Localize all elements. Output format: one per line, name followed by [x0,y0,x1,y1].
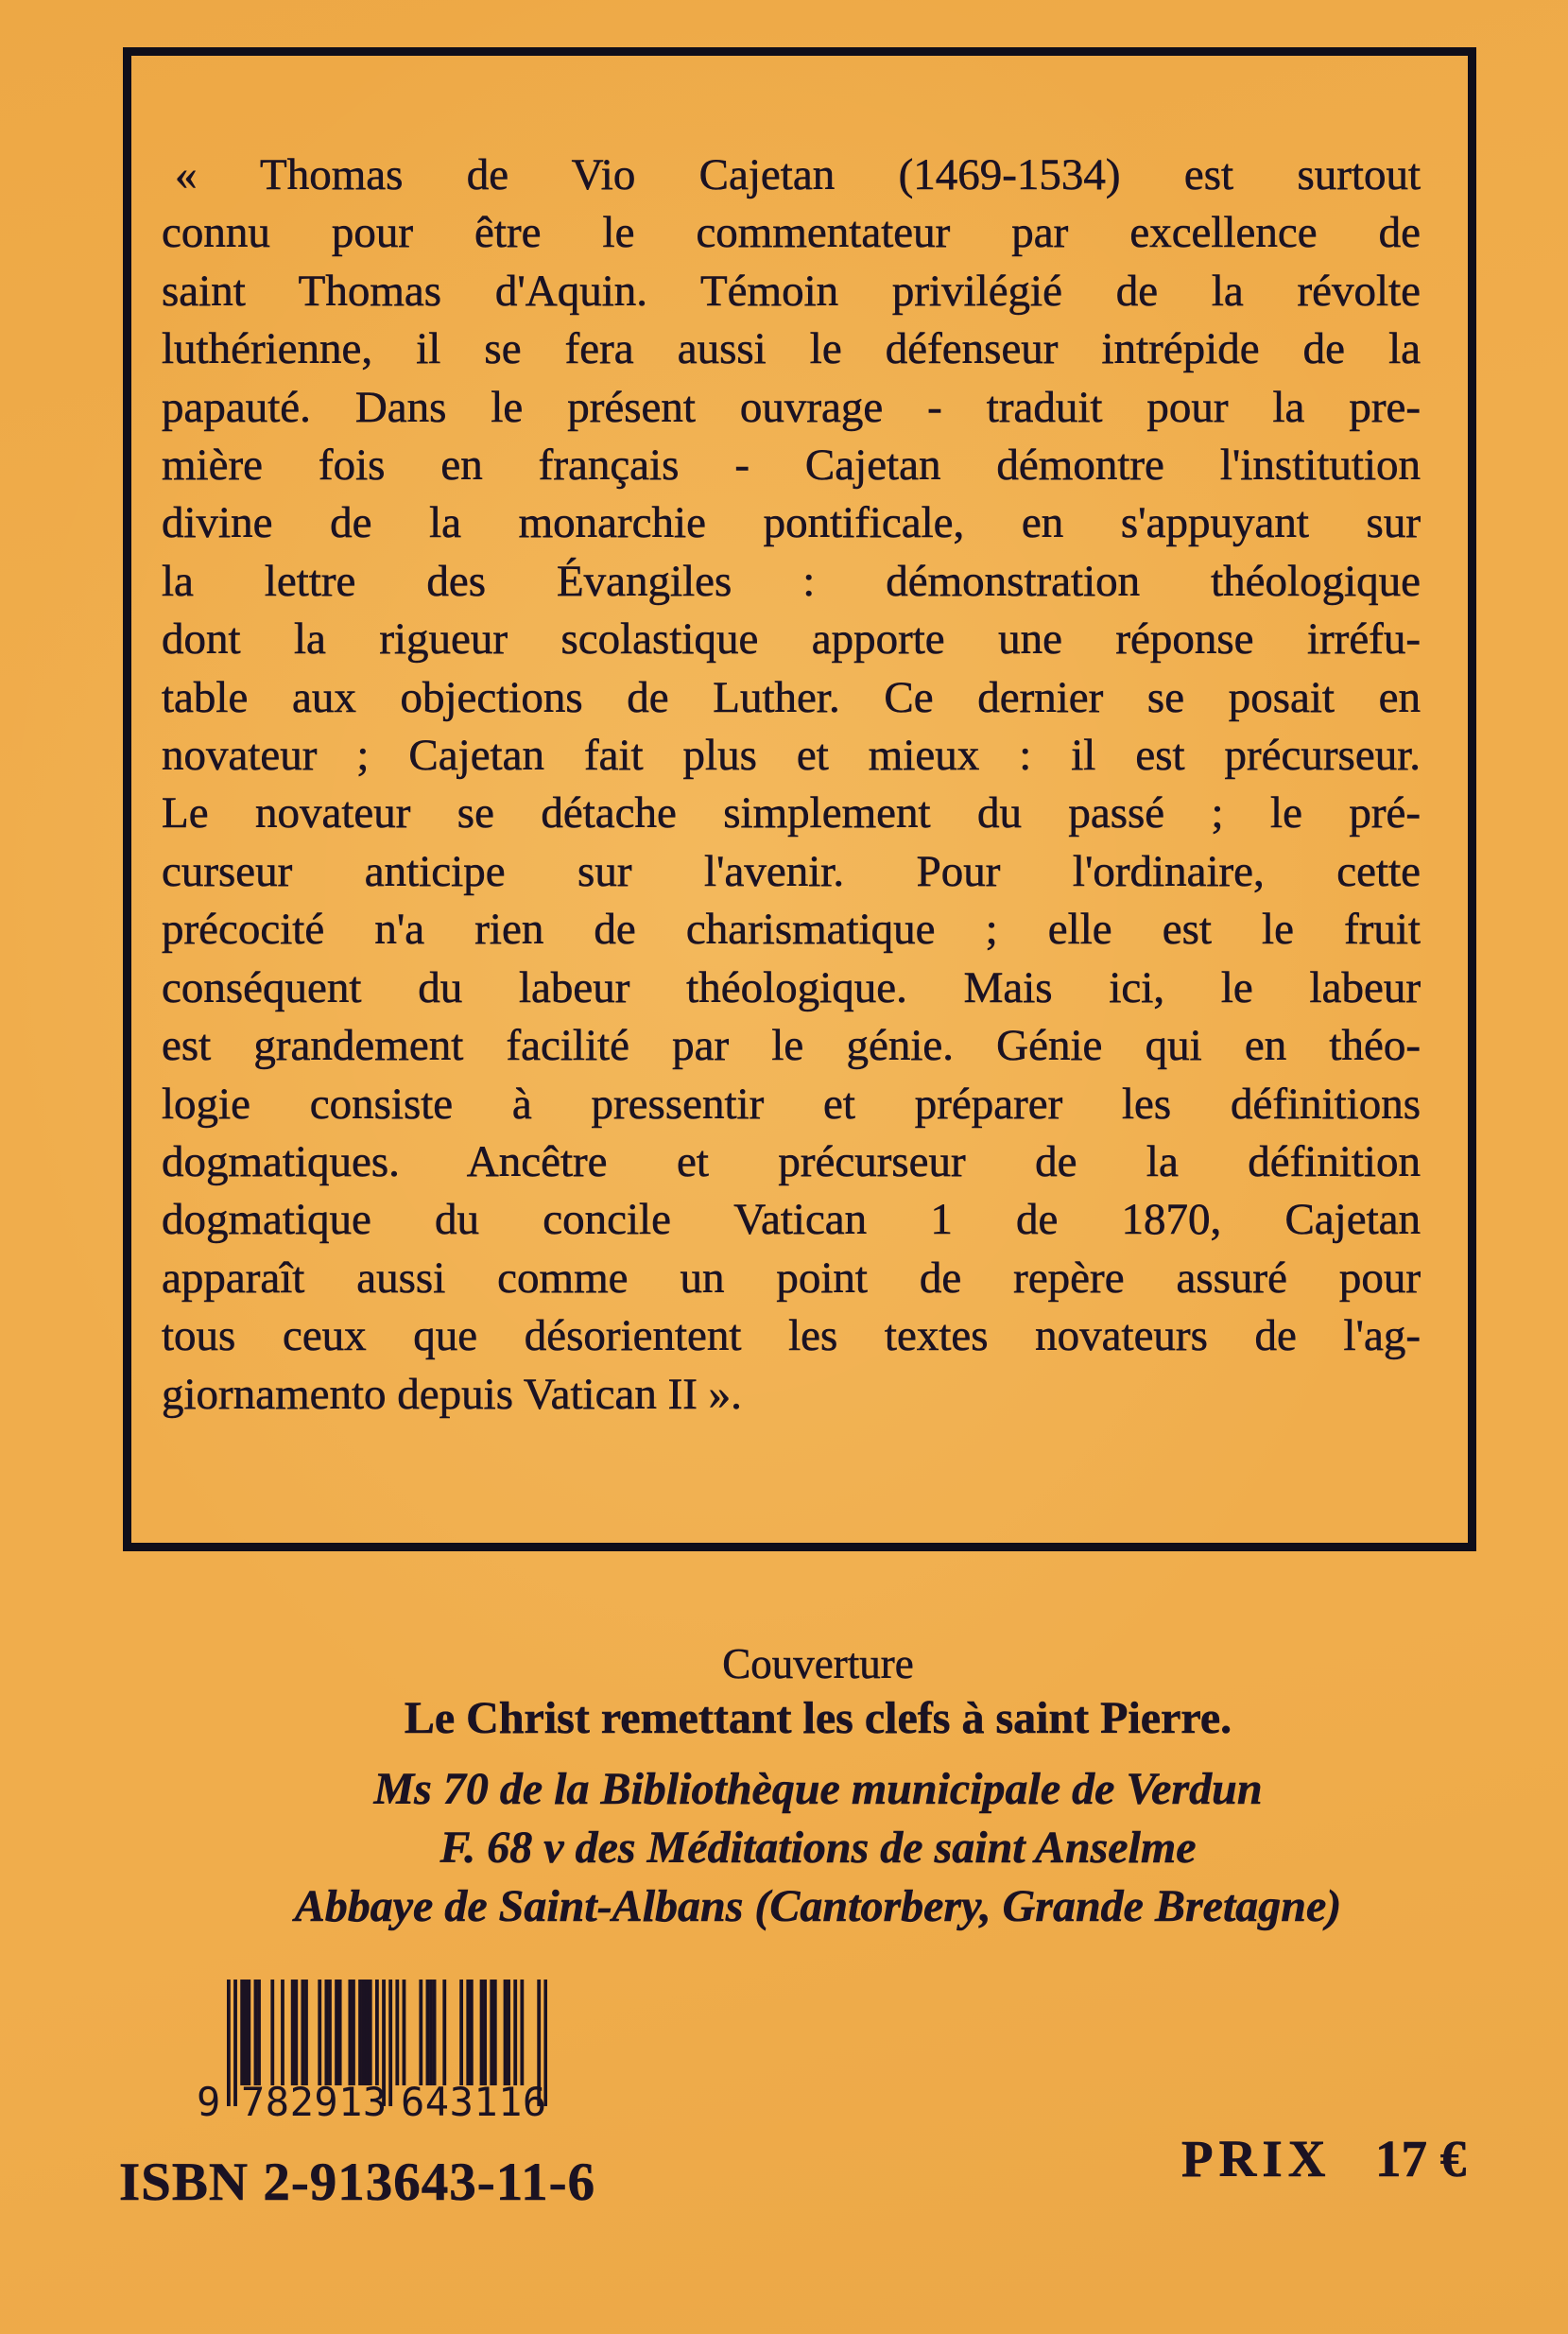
cover-credits [34,1760,1568,1936]
price-label: PRIX [1181,2130,1332,2187]
barcode-digits-left: 782913 [241,2079,388,2125]
credit-line: Ms 70 de la Bibliothèque municipale de Verdun [373,1764,1263,1814]
blurb-line: « Thomas de Vio Cajetan (1469-1534) est surtout [175,150,1421,199]
blurb-line: logie consiste à pressentir et préparer les définitions [162,1079,1421,1129]
blurb-line: conséquent du labeur théologique. Mais ici, le labeur [162,962,1421,1012]
barcode-digits-right: 643116 [401,2079,547,2125]
blurb-line: divine de la monarchie pontificale, en s'appuyant sur [162,498,1421,548]
blurb-line: est grandement facilité par le génie. Génie qui en théo- [162,1021,1421,1071]
blurb-line: novateur ; Cajetan fait plus et mieux : il est précurseur. [162,731,1421,781]
blurb-line: dogmatiques. Ancêtre et précurseur de la définition [162,1136,1421,1186]
cover-caption-heading: Couverture [722,1640,914,1687]
blurb-line: apparaît aussi comme un point de repère assuré pour [162,1253,1421,1303]
blurb-border-box [123,47,1476,1551]
blurb-line: luthérienne, il se fera aussi le défenseur intrépide de la [162,324,1421,374]
ean13-barcode [197,1980,548,2140]
blurb-paragraph [162,147,1421,1424]
blurb-line: curseur anticipe sur l'avenir. Pour l'ordinaire, cette [162,846,1421,896]
blurb-line: saint Thomas d'Aquin. Témoin privilégié de la révolte [162,266,1421,316]
cover-caption-title: Le Christ remettant les clefs à saint Pierre. [404,1693,1232,1743]
credit-line: F. 68 v des Méditations de saint Anselme [439,1823,1197,1873]
blurb-line: table aux objections de Luther. Ce dernier se posait en [162,672,1421,722]
blurb-line: mière fois en français - Cajetan démontre l'institution [162,441,1421,491]
blurb-line: connu pour être le commentateur par excellence de [162,208,1421,258]
blurb-line: tous ceux que désorientent les textes novateurs de l'ag- [162,1311,1421,1361]
credit-line: Abbaye de Saint-Albans (Cantorbery, Grande Bretagne) [294,1881,1342,1931]
blurb-line: dont la rigueur scolastique apporte une réponse irréfu- [162,614,1421,665]
barcode-system-digit: 9 [197,2079,221,2125]
blurb-line: giornamento depuis Vatican II ». [162,1369,742,1419]
blurb-line: dogmatique du concile Vatican 1 de 1870, Cajetan [162,1195,1421,1245]
blurb-line: précocité n'a rien de charismatique ; elle est le fruit [162,905,1421,955]
blurb-line: papauté. Dans le présent ouvrage - traduit pour la pre- [162,382,1421,432]
blurb-line: Le novateur se détache simplement du passé ; le pré- [162,788,1421,839]
blurb-line: la lettre des Évangiles : démonstration théologique [162,556,1421,606]
price-value: 17 € [1375,2130,1467,2187]
isbn-label: ISBN 2-913643-11-6 [119,2152,596,2212]
